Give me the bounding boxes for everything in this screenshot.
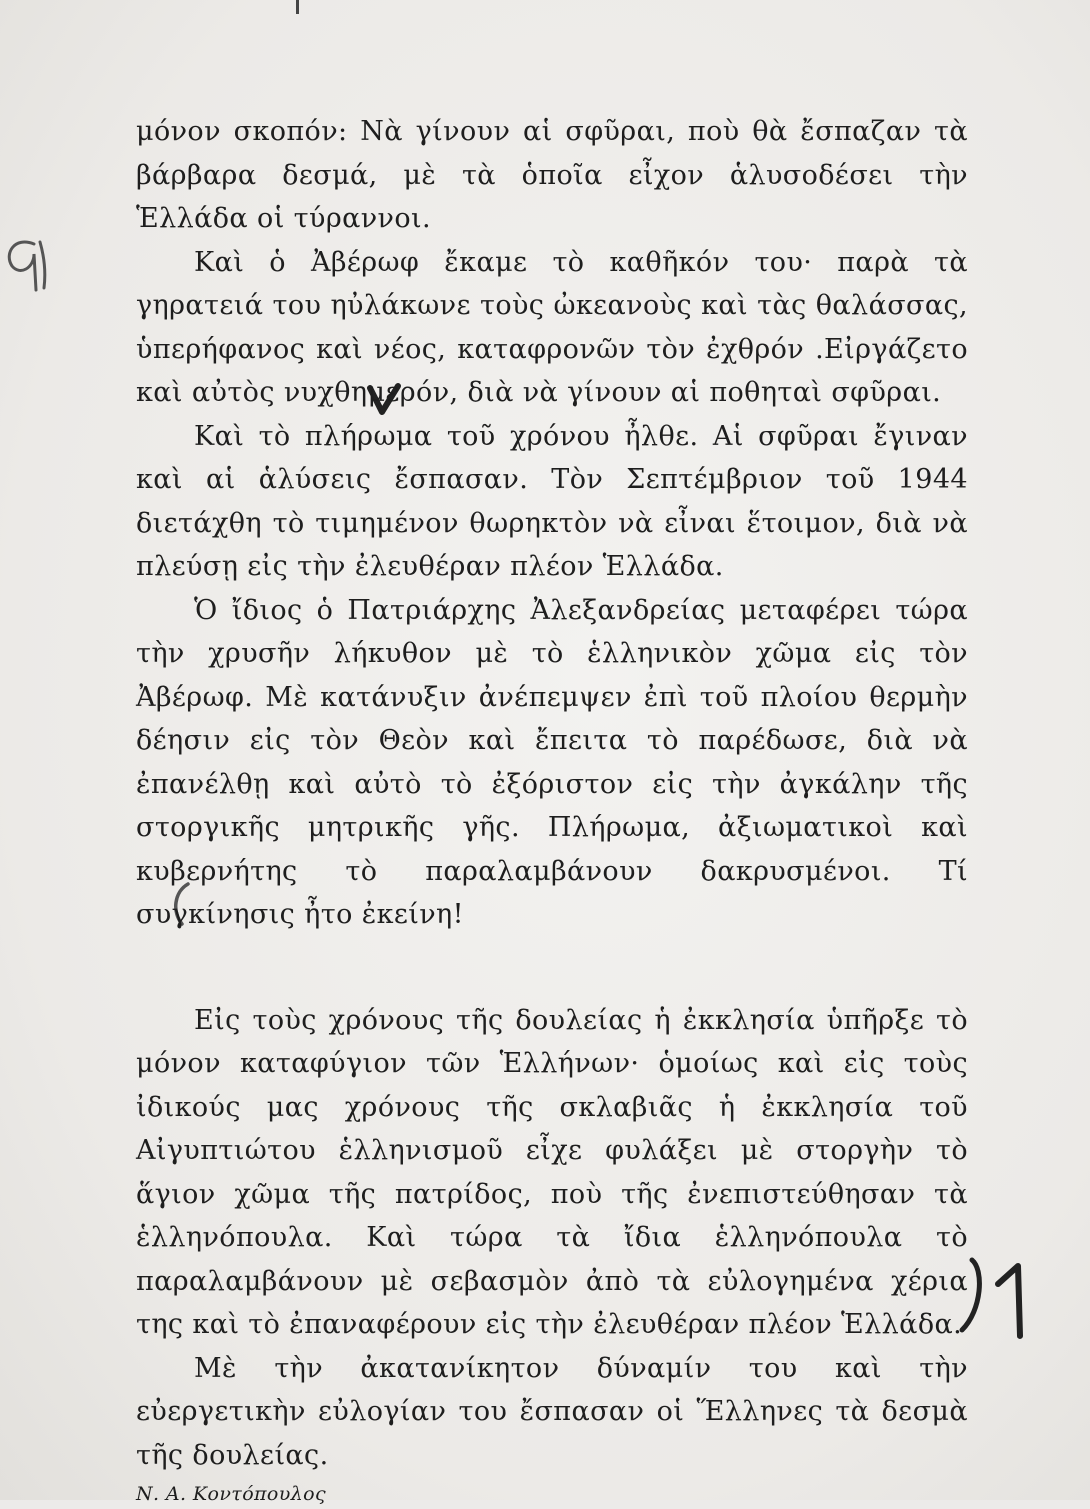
paragraph-4: Ὁ ἴδιος ὁ Πατριάρχης Ἀλεξανδρείας μεταφέρει τώρα τὴν χρυσῆν λήκυθον μὲ τὸ ἑλληνικὸν χῶμα εἰς τὸν Ἀβέρωφ. Μὲ κατάνυξιν ἀνέπεμψεν ἐπὶ τοῦ πλοίου θερμὴν δέησιν εἰς τὸν Θεὸν καὶ ἔπειτα τὸ παρέδωσε, διὰ νὰ ἐπανέλθῃ καὶ αὐτὸ τὸ ἐξόριστον εἰς τὴν ἀγκάλην τῆς στοργικῆς μητρικῆς γῆς. Πλήρωμα, ἀξιωματικοὶ καὶ κυβερνήτης τὸ παραλαμβάνουν δακρυσμένοι. Τί συγκίνησις ἦτο ἐκείνη! bbox=[136, 594, 968, 930]
handwritten-page-number-mark bbox=[958, 1250, 1038, 1340]
paragraph-5: Εἰς τοὺς χρόνους τῆς δουλείας ἡ ἐκκλησία ὑπῆρξε τὸ μόνον καταφύγιον τῶν Ἑλλήνων· ὁμοίως καὶ εἰς τοὺς ἰδικούς μας χρόνους τῆς σκλαβιᾶς ἡ ἐκκλησία τοῦ Αἰγυπτιώτου ἑλληνισμοῦ εἶχε φυλάξει μὲ στοργὴν τὸ ἅγιον χῶμα τῆς πατρίδος, ποὺ τῆς ἐνεπιστεύθησαν τὰ ἑλληνόπουλα. Καὶ τώρα τὰ ἴδια ἑλληνόπουλα τὸ παραλαμβάνουν μὲ σεβασμὸν ἀπὸ τὰ εὐλογημένα χέρια της καὶ τὸ ἐπαναφέρουν εἰς τὴν ἐλευθέραν πλέον Ἑλλάδα. bbox=[136, 1004, 968, 1340]
paragraph-1: μόνον σκοπόν: Νὰ γίνουν αἱ σφῦραι, ποὺ θὰ ἔσπαζαν τὰ βάρβαρα δεσμά, μὲ τὰ ὁποῖα εἶχον ἁλυσοδέσει τὴν Ἑλλάδα οἱ τύραννοι. bbox=[136, 116, 968, 234]
paragraph-3: Καὶ τὸ πλήρωμα τοῦ χρόνου ἦλθε. Αἱ σφῦραι ἔγιναν καὶ αἱ ἁλύσεις ἔσπασαν. Τὸν Σεπτέμβριον τοῦ 1944 διετάχθη τὸ τιμημένον θωρηκτὸν νὰ εἶναι ἕτοιμον, διὰ νὰ πλεύσῃ εἰς τὴν ἐλευθέραν πλέον Ἑλλάδα. bbox=[136, 420, 968, 582]
top-edge-mark bbox=[296, 0, 299, 14]
paragraph-2: Καὶ ὁ Ἀβέρωφ ἔκαμε τὸ καθῆκόν του· παρὰ τὰ γηρατειά του ηὐλάκωνε τοὺς ὠκεανοὺς καὶ τὰς θαλάσσας, ὑπερήφανος καὶ νέος, καταφρονῶν τὸν ἐχθρόν .Εἰργάζετο καὶ αὐτὸς νυχθημερόν, διὰ νὰ γίνουν αἱ ποθηταὶ σφῦραι. bbox=[136, 246, 968, 408]
author-signature: Ν. Α. Κοντόπουλος bbox=[136, 1483, 327, 1505]
handwritten-margin-mark bbox=[0, 230, 60, 300]
body-text bbox=[136, 110, 968, 1509]
paragraph-6: Μὲ τὴν ἀκατανίκητον δύναμίν του καὶ τὴν εὐεργετικὴν εὐλογίαν του ἔσπασαν οἱ Ἕλληνες τὰ δεσμὰ τῆς δουλείας. bbox=[136, 1352, 968, 1471]
